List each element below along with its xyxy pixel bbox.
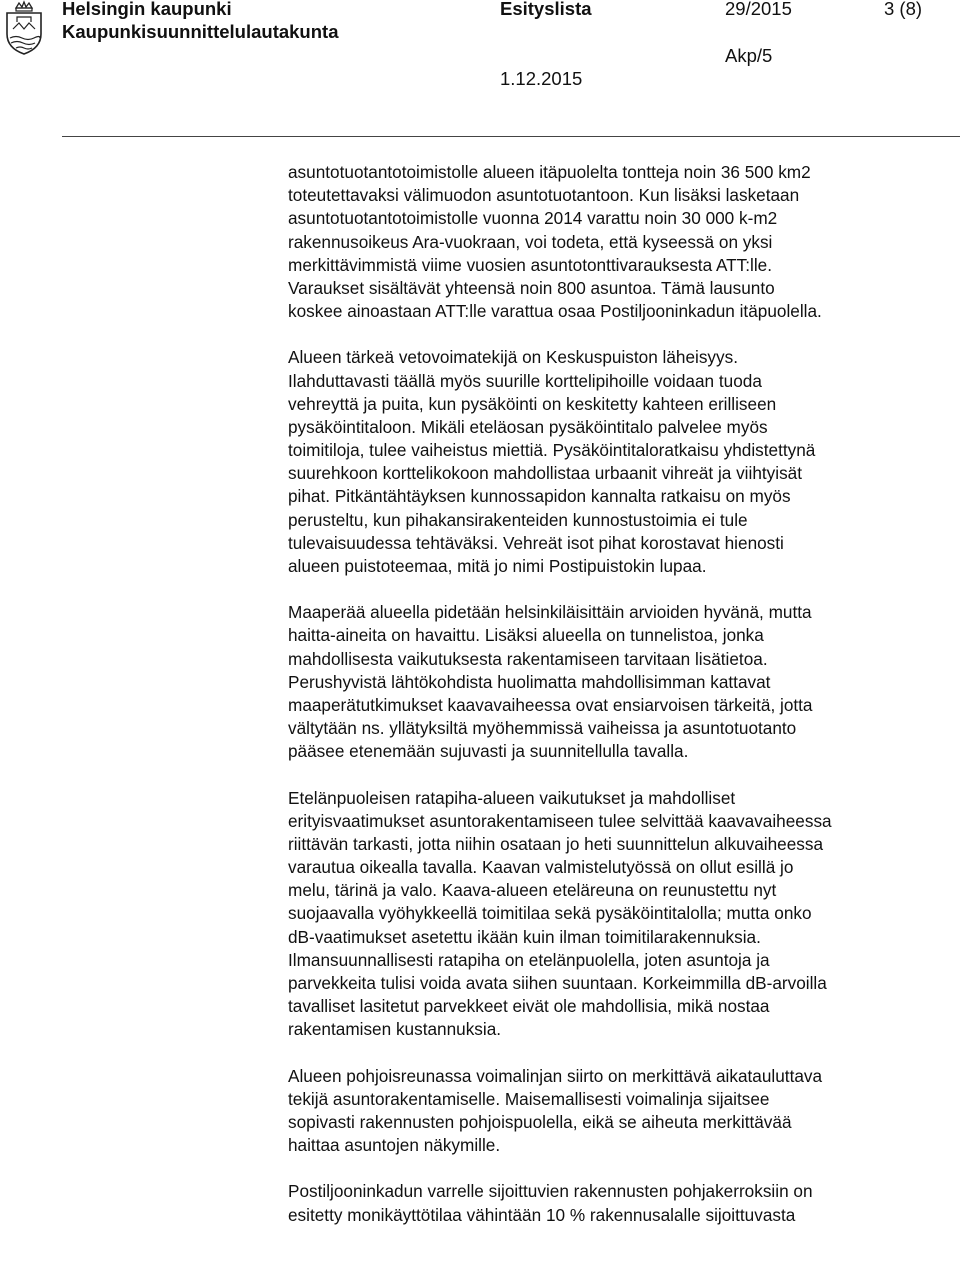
text-line: asuntotuotantotoimistolle alueen itäpuolelta tontteja noin 36 500 km2 xyxy=(288,162,811,182)
text-line: sopivasti rakennusten pohjoispuolella, eikä se aiheuta merkittävää xyxy=(288,1111,792,1132)
text-line: Varaukset sisältävät yhteensä noin 800 asuntoa. Tämä lausunto xyxy=(288,277,775,298)
body-paragraph xyxy=(288,346,956,578)
text-line: haittaa asuntojen näkymille. xyxy=(288,1135,501,1156)
page-info: 3 (8) xyxy=(884,0,923,19)
text-line: Maaperää alueella pidetään helsinkiläisittäin arvioiden hyvänä, mutta xyxy=(288,602,812,623)
text-line: tavalliset lasitetut parvekkeet eivät ole mahdollisia, mikä nostaa xyxy=(288,996,770,1017)
text-line: melu, tärinä ja valo. Kaava-alueen eteläreuna on reunustettu nyt xyxy=(288,880,777,901)
text-line: alueen puistoteemaa, mitä jo nimi Postipuistokin lupaa. xyxy=(288,556,707,576)
text-line: riittävän tarkasti, jotta niihin osataan jo heti suunnittelun alkuvaiheessa xyxy=(288,833,824,854)
text-line: varautua oikealla tavalla. Kaavan valmistelutyössä on ollut esillä jo xyxy=(288,857,794,878)
text-line: Ilahduttavasti täällä myös suurille korttelipihoille voidaan tuoda xyxy=(288,370,762,391)
text-line: maaperätutkimukset kaavavaiheessa ovat ensiarvoisen tärkeitä, jotta xyxy=(288,694,813,715)
text-line: koskee ainoastaan ATT:lle varattua osaa Postiljooninkadun itäpuolella. xyxy=(288,301,822,322)
text-line: perusteltu, kun pihakansirakenteiden kunnostustoimia ei tule xyxy=(288,509,748,530)
text-line: toimitiloja, tulee vaiheistus miettiä. Pysäköintitaloratkaisu yhdistettynä xyxy=(288,440,816,461)
text-line: toteutettavaksi välimuodon asuntotuotantoon. Kun lisäksi lasketaan xyxy=(288,185,800,206)
text-line: haitta-aineita on havaittu. Lisäksi alueella on tunnelistoa, jonka xyxy=(288,625,764,646)
body-paragraph xyxy=(288,161,956,323)
text-line: Etelänpuoleisen ratapiha-alueen vaikutukset ja mahdolliset xyxy=(288,787,736,808)
header-divider xyxy=(62,136,960,137)
text-line: Perushyvistä lähtökohdista huolimatta mahdollisimman kattavat xyxy=(288,671,771,692)
text-line: parvekkeita tulisi voida avata siihen suuntaan. Korkeimmilla dB-arvoilla xyxy=(288,973,827,993)
document-number: 29/2015 xyxy=(725,0,792,19)
meeting-date: 1.12.2015 xyxy=(500,68,583,89)
text-line: pääsee etenemään sujuvasti ja suunnitellulla tavalla. xyxy=(288,741,689,762)
text-line: suurehkoon korttelikokoon mahdollistaa urbaanit vihreät ja viihtyisät xyxy=(288,463,802,484)
board-name: Kaupunkisuunnittelulautakunta xyxy=(62,21,339,42)
text-line: tekijä asuntorakentamiselle. Maisemallisesti voimalinja sijaitsee xyxy=(288,1088,770,1109)
text-line: vältytään ns. yllätyksiltä myöhemmissä vaiheissa ja asuntotuotanto xyxy=(288,718,797,739)
text-line: suojaavalla vyöhykkeellä toimitilaa sekä pysäköintitalolla; mutta onko xyxy=(288,903,812,924)
text-line: vehreyttä ja puita, kun pysäköinti on keskitetty kahteen erilliseen xyxy=(288,393,777,414)
document-type: Esityslista xyxy=(500,0,592,19)
body-paragraph xyxy=(288,1065,956,1158)
document-body xyxy=(288,161,956,1227)
agenda-item-code: Akp/5 xyxy=(725,45,773,66)
body-paragraph xyxy=(288,601,956,763)
text-line: pysäköintitaloon. Mikäli eteläosan pysäköintitalo palvelee myös xyxy=(288,416,768,437)
text-line: rakentamisen kustannuksia. xyxy=(288,1019,502,1040)
organization-name: Helsingin kaupunki xyxy=(62,0,232,19)
text-line: pihat. Pitkäntähtäyksen kunnossapidon kannalta ratkaisu on myös xyxy=(288,486,791,507)
body-paragraph xyxy=(288,1180,956,1226)
helsinki-coat-of-arms-logo xyxy=(2,0,46,56)
text-line: tulevaisuudessa tehtäväksi. Vehreät isot pihat korostavat hienosti xyxy=(288,532,784,553)
text-line: esitetty monikäyttötilaa vähintään 10 % rakennusalalle sijoittuvasta xyxy=(288,1204,796,1225)
text-line: Postiljooninkadun varrelle sijoittuvien rakennusten pohjakerroksiin on xyxy=(288,1181,813,1202)
text-line: merkittävimmistä viime vuosien asuntotonttivarauksesta ATT:lle. xyxy=(288,254,772,275)
body-paragraph xyxy=(288,787,956,1042)
text-line: rakennusoikeus Ara-vuokraan, voi todeta, että kyseessä on yksi xyxy=(288,231,773,252)
text-line: Alueen tärkeä vetovoimatekijä on Keskuspuiston läheisyys. xyxy=(288,347,738,368)
text-line: mahdollisesta vaikutuksesta rakentamiseen tarvitaan lisätietoa. xyxy=(288,648,768,669)
text-line: Ilmansuunnallisesti ratapiha on etelänpuolella, joten asuntoja ja xyxy=(288,949,770,970)
text-line: erityisvaatimukset asuntorakentamiseen tulee selvittää kaavavaiheessa xyxy=(288,810,832,831)
text-line: Alueen pohjoisreunassa voimalinjan siirto on merkittävä aikatauluttava xyxy=(288,1065,823,1086)
text-line: asuntotuotantotoimistolle vuonna 2014 varattu noin 30 000 k-m2 xyxy=(288,208,778,229)
text-line: dB-vaatimukset asetettu ikään kuin ilman toimitilarakennuksia. xyxy=(288,926,761,947)
